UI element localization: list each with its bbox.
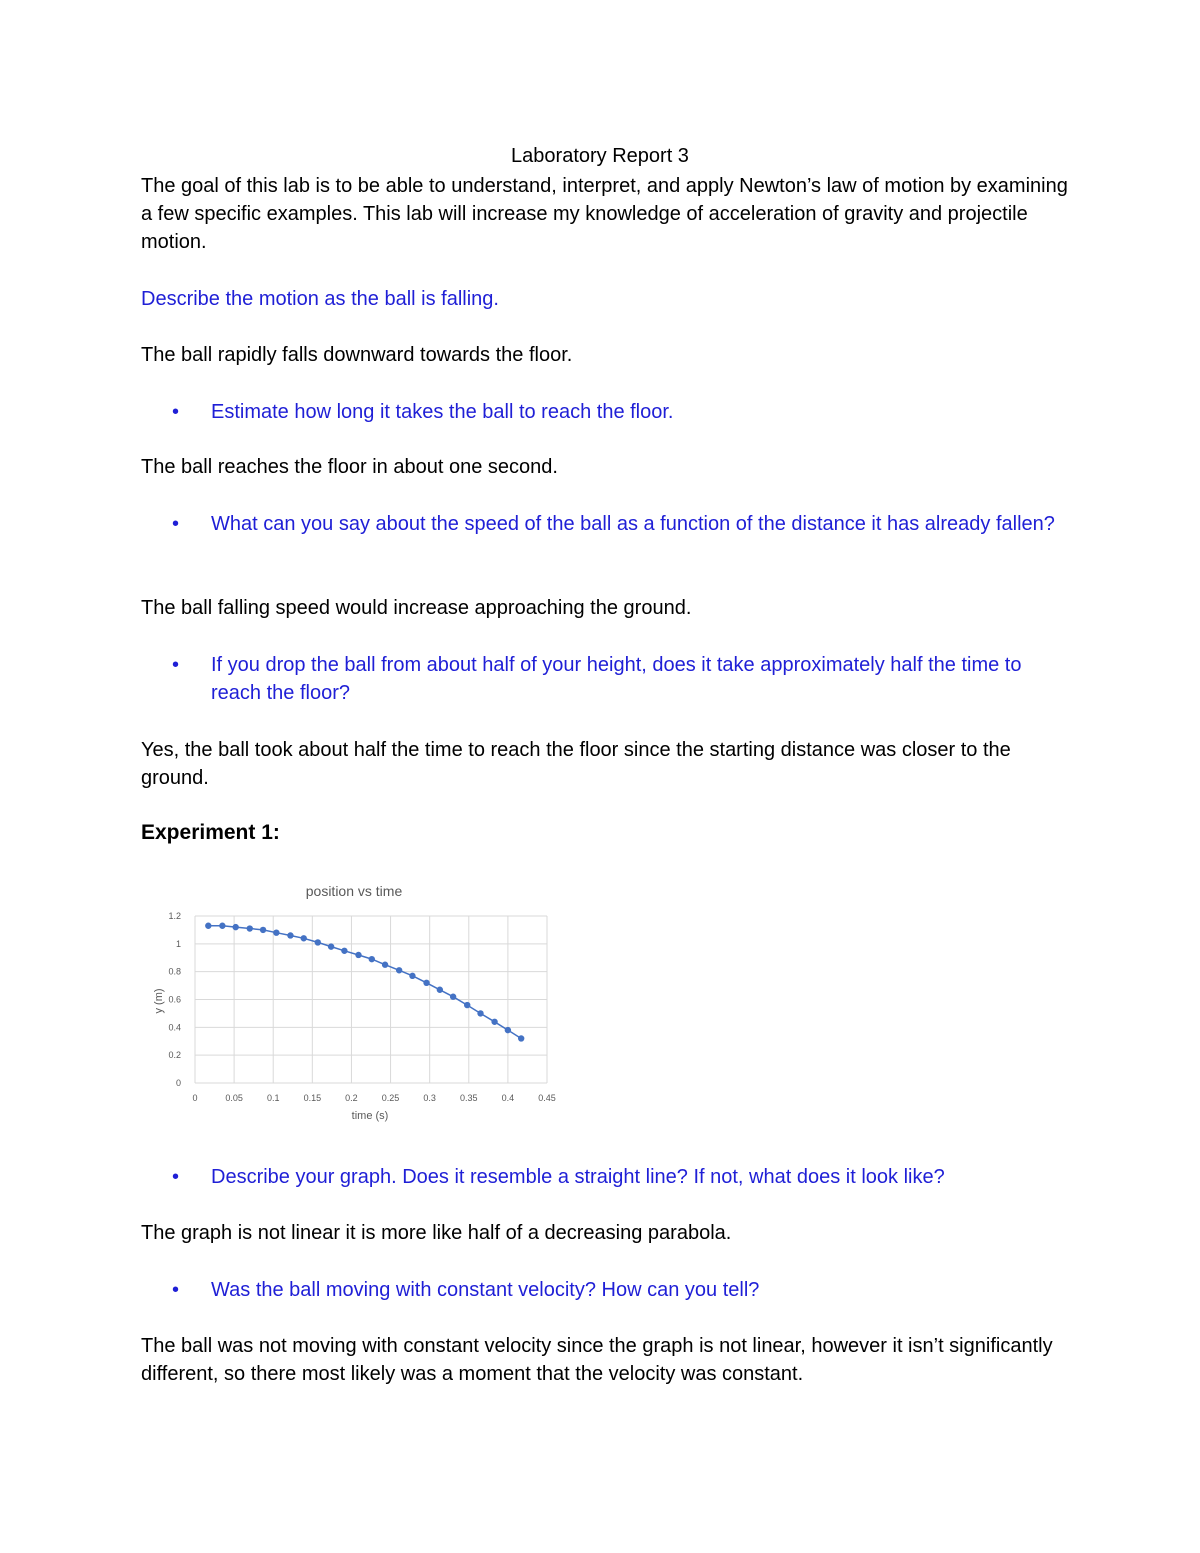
x-tick-label: 0.4 xyxy=(501,1093,515,1103)
data-point xyxy=(232,924,238,930)
bullet: • xyxy=(172,401,180,423)
data-point xyxy=(409,973,415,979)
data-point xyxy=(505,1027,511,1033)
data-point xyxy=(518,1035,524,1041)
intro-paragraph: The goal of this lab is to be able to understand, interpret, and apply Newton’s law of motion by examining a few specific examples. This lab will increase my knowledge of acceleration of gravity and projectile motion. xyxy=(141,175,1068,253)
data-point xyxy=(396,967,402,973)
report-title: Laboratory Report 3 xyxy=(511,145,689,167)
experiment-heading: Experiment 1: xyxy=(141,821,280,844)
data-point xyxy=(205,923,211,929)
x-tick-label: 0.05 xyxy=(225,1093,243,1103)
data-point xyxy=(423,980,429,986)
answer-speed: The ball falling speed would increase approaching the ground. xyxy=(141,597,692,619)
data-point xyxy=(355,952,361,958)
data-point xyxy=(450,994,456,1000)
data-point xyxy=(491,1019,497,1025)
y-axis-label: y (m) xyxy=(153,988,165,1014)
data-point xyxy=(301,935,307,941)
data-point xyxy=(464,1002,470,1008)
y-tick-label: 1 xyxy=(175,938,181,949)
question-half-height: If you drop the ball from about half of your height, does it take approximately half the time to reach the floor? xyxy=(211,654,1022,704)
y-tick-label: 0.2 xyxy=(168,1050,181,1061)
series-line xyxy=(208,926,521,1039)
data-point xyxy=(382,962,388,968)
answer-motion: The ball rapidly falls downward towards the floor. xyxy=(141,344,573,366)
bullet: • xyxy=(172,1279,180,1301)
x-tick-label: 0.35 xyxy=(460,1093,478,1103)
x-tick-label: 0.15 xyxy=(303,1093,322,1103)
question-graph: Describe your graph. Does it resemble a straight line? If not, what does it look like? xyxy=(211,1166,945,1188)
y-tick-label: 0 xyxy=(175,1078,181,1088)
chart-title: position vs time xyxy=(305,883,403,899)
data-point xyxy=(477,1010,483,1016)
data-point xyxy=(369,956,375,962)
answer-time: The ball reaches the floor in about one second. xyxy=(141,456,558,478)
x-tick-label: 0.1 xyxy=(266,1093,280,1103)
bullet: • xyxy=(172,1166,180,1188)
data-point xyxy=(315,939,321,945)
question-time: Estimate how long it takes the ball to reach the floor. xyxy=(211,401,674,423)
answer-graph: The graph is not linear it is more like half of a decreasing parabola. xyxy=(141,1222,732,1244)
y-tick-label: 0.4 xyxy=(168,1022,181,1033)
x-tick-label: 0.3 xyxy=(423,1093,436,1103)
data-point xyxy=(341,948,347,954)
data-point xyxy=(287,932,293,938)
answer-half-height: Yes, the ball took about half the time to reach the floor since the starting distance was closer to the ground. xyxy=(141,739,1011,789)
y-tick-label: 0.6 xyxy=(168,994,181,1005)
question-motion: Describe the motion as the ball is falling. xyxy=(141,288,499,310)
data-point xyxy=(437,987,443,993)
position-time-chart xyxy=(140,876,570,1131)
question-velocity: Was the ball moving with constant velocity? How can you tell? xyxy=(211,1279,760,1301)
bullet: • xyxy=(172,513,180,535)
x-tick-label: 0 xyxy=(192,1093,198,1103)
data-point xyxy=(219,923,225,929)
y-tick-label: 1.2 xyxy=(168,911,181,921)
x-tick-label: 0.45 xyxy=(538,1093,556,1103)
data-point xyxy=(247,925,253,931)
data-point xyxy=(273,930,279,936)
data-point xyxy=(260,927,266,933)
data-point xyxy=(328,943,334,949)
bullet: • xyxy=(172,654,180,676)
question-speed: What can you say about the speed of the ball as a function of the distance it has already fallen? xyxy=(211,513,1055,535)
x-tick-label: 0.25 xyxy=(381,1093,400,1103)
y-tick-label: 0.8 xyxy=(168,966,181,977)
x-axis-label: time (s) xyxy=(351,1110,389,1122)
answer-velocity: The ball was not moving with constant velocity since the graph is not linear, however it isn’t significantly different, so there most likely was a moment that the velocity was constant. xyxy=(141,1335,1053,1385)
x-tick-label: 0.2 xyxy=(345,1093,358,1103)
